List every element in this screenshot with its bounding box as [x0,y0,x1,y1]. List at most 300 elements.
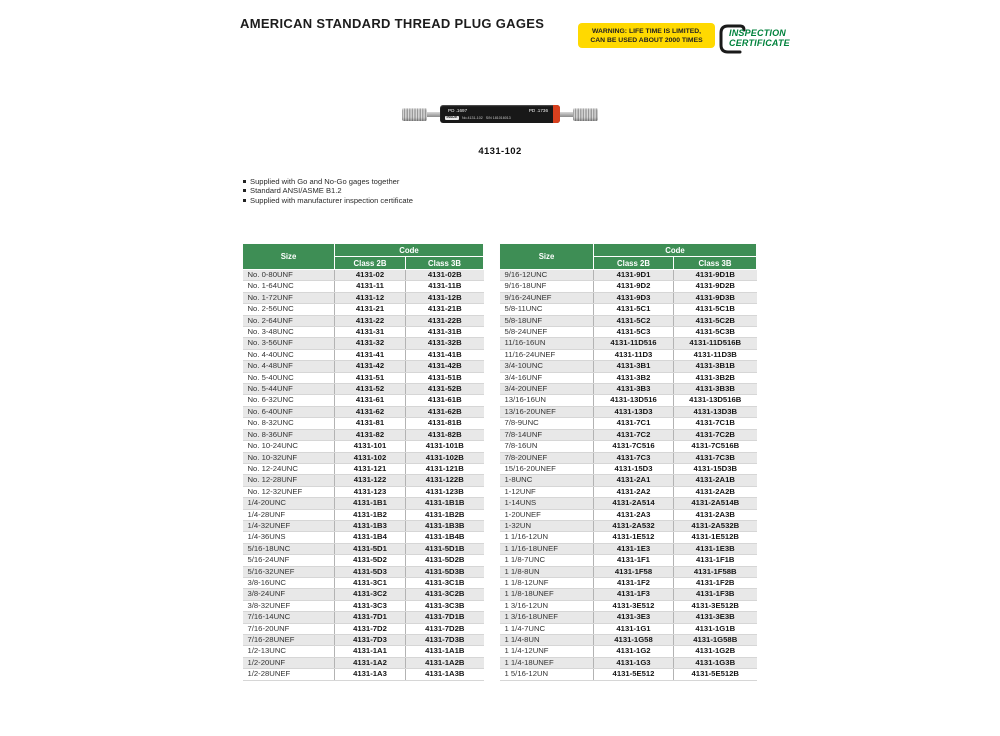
code-cell: 4131-9D2 [594,281,674,292]
size-cell: 1/4-28UNF [243,509,335,520]
pd-left-label: PD .1697 [448,108,468,113]
code-cell: 4131-1F1 [594,555,674,566]
code-cell: 4131-3E3 [594,612,674,623]
code-cell: 4131-2A514 [594,498,674,509]
size-cell: 9/16-18UNF [500,281,594,292]
table-row [500,498,757,509]
code-cell: 4131-1F2B [674,577,757,588]
feature-item [243,186,413,195]
size-cell: 1 1/4-18UNEF [500,657,594,668]
table-row [243,452,484,463]
code-cell: 4131-12B [406,292,484,303]
table-row [500,384,757,395]
size-cell: No. 3-48UNC [243,327,335,338]
table-row [500,441,757,452]
size-cell: 1 3/16-12UN [500,600,594,611]
code-cell: 4131-1B2 [335,509,406,520]
table-row [243,589,484,600]
table-row [500,657,757,668]
code-cell: 4131-81 [335,418,406,429]
size-cell: 3/8-16UNC [243,577,335,588]
code-cell: 4131-5C1B [674,304,757,315]
table-row [500,589,757,600]
table-row [243,338,484,349]
product-image [402,96,598,132]
table-row [500,520,757,531]
code-cell: 4131-15D3B [674,463,757,474]
code-cell: 4131-11D3 [594,349,674,360]
table-row [500,327,757,338]
pd-right-label: PD .1736 [528,108,548,113]
code-cell: 4131-7D1B [406,612,484,623]
size-cell: 1 1/8-8UN [500,566,594,577]
warning-badge [578,23,715,48]
code-cell: 4131-3C3 [335,600,406,611]
table-row [500,395,757,406]
code-cell: 4131-21B [406,304,484,315]
size-cell: No. 12-32UNEF [243,486,335,497]
table-row [500,292,757,303]
code-cell: 4131-9D1B [674,270,757,281]
size-cell: 1/4-20UNC [243,498,335,509]
code-cell: 4131-2A3 [594,509,674,520]
table-row [500,349,757,360]
size-cell: 3/4-16UNF [500,372,594,383]
code-cell: 4131-1B3B [406,520,484,531]
serial-number-label: S/N 181016013 [485,115,511,120]
size-cell: 3/8-32UNEF [243,600,335,611]
code-cell: 4131-7C2B [674,429,757,440]
code-cell: 4131-5D3 [335,566,406,577]
table-row [243,486,484,497]
size-cell: 15/16-20UNEF [500,463,594,474]
table-row [243,566,484,577]
table-row [500,635,757,646]
size-cell: 7/8-16UN [500,441,594,452]
code-cell: 4131-41 [335,349,406,360]
table-row [500,361,757,372]
code-cell: 4131-123B [406,486,484,497]
code-cell: 4131-62B [406,406,484,417]
table-row [243,281,484,292]
code-cell: 4131-1E512B [674,532,757,543]
code-cell: 4131-15D3 [594,463,674,474]
code-cell: 4131-7D1 [335,612,406,623]
code-cell: 4131-52B [406,384,484,395]
code-cell: 4131-7C3B [674,452,757,463]
code-cell: 4131-41B [406,349,484,360]
size-cell: 7/8-20UNEF [500,452,594,463]
table-row [500,623,757,634]
code-cell: 4131-7C1B [674,418,757,429]
code-cell: 4131-61B [406,395,484,406]
code-cell: 4131-3E512B [674,600,757,611]
bullet-square-icon [243,180,246,183]
size-cell: 1 1/4-12UNF [500,646,594,657]
code-cell: 4131-12 [335,292,406,303]
code-cell: 4131-3E512 [594,600,674,611]
code-cell: 4131-1G58B [674,635,757,646]
size-cell: 1/2-20UNF [243,657,335,668]
size-cell: 3/4-20UNEF [500,384,594,395]
right-shaft [560,112,573,117]
table-row [243,475,484,486]
col-header-class-2b: Class 2B [594,257,674,270]
size-cell: No. 2-64UNF [243,315,335,326]
size-cell: No. 6-40UNF [243,406,335,417]
size-cell: No. 10-24UNC [243,441,335,452]
size-cell: No. 12-24UNC [243,463,335,474]
code-cell: 4131-5D2B [406,555,484,566]
table-row [500,315,757,326]
table-row [243,577,484,588]
code-cell: 4131-101 [335,441,406,452]
table-row [500,304,757,315]
code-cell: 4131-2A514B [674,498,757,509]
code-cell: 4131-2A3B [674,509,757,520]
code-cell: 4131-1E3 [594,543,674,554]
feature-item [243,177,413,186]
table-row [500,646,757,657]
col-header-size: Size [500,244,594,270]
code-cell: 4131-61 [335,395,406,406]
size-cell: No. 4-40UNC [243,349,335,360]
size-cell: No. 8-32UNC [243,418,335,429]
table-row [243,600,484,611]
table-row [500,452,757,463]
code-cell: 4131-11B [406,281,484,292]
size-cell: No. 1-72UNF [243,292,335,303]
code-cell: 4131-1G58 [594,635,674,646]
code-cell: 4131-82 [335,429,406,440]
feature-text: Supplied with manufacturer inspection certificate [250,195,413,205]
code-cell: 4131-7D3B [406,635,484,646]
code-cell: 4131-9D3 [594,292,674,303]
size-code-table-left [242,243,484,681]
code-cell: 4131-5D3B [406,566,484,577]
table-row [243,612,484,623]
size-cell: 5/8-18UNF [500,315,594,326]
code-cell: 4131-1B1 [335,498,406,509]
code-cell: 4131-1G2B [674,646,757,657]
code-cell: 4131-7D2B [406,623,484,634]
size-cell: 13/16-16UN [500,395,594,406]
code-cell: 4131-22 [335,315,406,326]
size-cell: 1-32UN [500,520,594,531]
bullet-square-icon [243,189,246,192]
code-cell: 4131-5C2B [674,315,757,326]
gage-handle [440,105,560,123]
code-cell: 4131-1F3 [594,589,674,600]
code-cell: 4131-1B3 [335,520,406,531]
code-cell: 4131-62 [335,406,406,417]
code-cell: 4131-7C3 [594,452,674,463]
code-cell: 4131-9D3B [674,292,757,303]
warning-line-1: WARNING: LIFE TIME IS LIMITED, [591,27,702,35]
size-cell: 1 1/16-12UN [500,532,594,543]
code-cell: 4131-1F58 [594,566,674,577]
code-cell: 4131-51B [406,372,484,383]
table-row [500,338,757,349]
size-cell: 1 1/16-18UNEF [500,543,594,554]
code-cell: 4131-5C3 [594,327,674,338]
code-cell: 4131-5D2 [335,555,406,566]
size-cell: No. 8-36UNF [243,429,335,440]
col-header-class-3b: Class 3B [674,257,757,270]
code-cell: 4131-52 [335,384,406,395]
code-cell: 4131-7C1 [594,418,674,429]
size-cell: No. 3-56UNF [243,338,335,349]
bullet-square-icon [243,199,246,202]
code-cell: 4131-1F3B [674,589,757,600]
table-row [500,406,757,417]
code-cell: 4131-22B [406,315,484,326]
code-cell: 4131-2A532 [594,520,674,531]
code-cell: 4131-3B2 [594,372,674,383]
size-code-table-right [499,243,757,681]
code-cell: 4131-102 [335,452,406,463]
table-row [500,486,757,497]
code-cell: 4131-11D516 [594,338,674,349]
table-row [243,543,484,554]
size-cell: 5/8-24UNEF [500,327,594,338]
size-cell: No. 5-44UNF [243,384,335,395]
code-cell: 4131-32 [335,338,406,349]
code-cell: 4131-7C2 [594,429,674,440]
code-cell: 4131-1A1 [335,646,406,657]
code-cell: 4131-1B4 [335,532,406,543]
table-row [500,418,757,429]
code-cell: 4131-1G2 [594,646,674,657]
col-header-class-3b: Class 3B [406,257,484,270]
table-row [243,418,484,429]
table-row [500,543,757,554]
code-cell: 4131-2A532B [674,520,757,531]
certificate-line-1: INSPECTION [729,28,787,38]
code-cell: 4131-13D516 [594,395,674,406]
size-cell: 1/2-13UNC [243,646,335,657]
size-cell: No. 2-56UNC [243,304,335,315]
code-cell: 4131-51 [335,372,406,383]
code-cell: 4131-1F1B [674,555,757,566]
code-cell: 4131-1E512 [594,532,674,543]
size-cell: 5/16-24UNF [243,555,335,566]
size-cell: 1-12UNF [500,486,594,497]
code-cell: 4131-9D1 [594,270,674,281]
code-cell: 4131-5D1 [335,543,406,554]
code-cell: 4131-3B2B [674,372,757,383]
table-row [500,475,757,486]
nogo-red-band [553,105,560,123]
code-cell: 4131-1A2B [406,657,484,668]
table-row [500,612,757,623]
size-cell: 7/8-9UNC [500,418,594,429]
code-cell: 4131-1A3 [335,669,406,680]
table-row [243,657,484,668]
code-cell: 4131-21 [335,304,406,315]
size-cell: 1/4-36UNS [243,532,335,543]
size-cell: 1 1/4-8UN [500,635,594,646]
certificate-line-2: CERTIFICATE [729,37,790,48]
size-cell: 7/16-28UNEF [243,635,335,646]
code-cell: 4131-1G1 [594,623,674,634]
size-cell: No. 4-48UNF [243,361,335,372]
certificate-badge [716,22,790,54]
code-cell: 4131-3C3B [406,600,484,611]
code-cell: 4131-7D2 [335,623,406,634]
code-cell: 4131-02 [335,270,406,281]
code-cell: 4131-3E3B [674,612,757,623]
size-cell: 11/16-16UN [500,338,594,349]
size-cell: 1/2-28UNEF [243,669,335,680]
table-row [243,429,484,440]
size-cell: 1 3/16-18UNEF [500,612,594,623]
col-header-code: Code [335,244,484,257]
code-cell: 4131-1B2B [406,509,484,520]
table-row [243,270,484,281]
page-title: AMERICAN STANDARD THREAD PLUG GAGES [240,16,545,31]
feature-text: Standard ANSI/ASME B1.2 [250,186,342,196]
code-cell: 4131-1F2 [594,577,674,588]
feature-bullets [243,177,413,205]
table-row [500,509,757,520]
size-cell: 1-20UNEF [500,509,594,520]
table-row [243,315,484,326]
product-caption: 4131-102 [478,146,522,157]
table-row [500,281,757,292]
size-cell: 1 1/8-12UNF [500,577,594,588]
table-row [243,669,484,680]
size-cell: 5/16-18UNC [243,543,335,554]
size-cell: 9/16-24UNEF [500,292,594,303]
code-cell: 4131-7C516 [594,441,674,452]
code-cell: 4131-11 [335,281,406,292]
code-cell: 4131-5E512 [594,669,674,680]
size-cell: 5/16-32UNEF [243,566,335,577]
size-cell: No. 0-80UNF [243,270,335,281]
size-cell: 1 1/8-7UNC [500,555,594,566]
size-cell: No. 5-40UNC [243,372,335,383]
table-row [243,395,484,406]
table-row [243,349,484,360]
code-cell: 4131-1F58B [674,566,757,577]
table-row [243,498,484,509]
code-cell: 4131-3B3B [674,384,757,395]
code-cell: 4131-42B [406,361,484,372]
code-cell: 4131-42 [335,361,406,372]
code-cell: 4131-5D1B [406,543,484,554]
code-cell: 4131-121B [406,463,484,474]
table-row [243,372,484,383]
code-cell: 4131-3C2B [406,589,484,600]
code-cell: 4131-122 [335,475,406,486]
col-header-code: Code [594,244,757,257]
table-row [243,327,484,338]
left-shaft [427,112,440,117]
table-row [500,600,757,611]
code-cell: 4131-5C2 [594,315,674,326]
code-cell: 4131-5C1 [594,304,674,315]
code-cell: 4131-82B [406,429,484,440]
table-row [500,463,757,474]
code-cell: 4131-3B1B [674,361,757,372]
code-cell: 4131-1G3 [594,657,674,668]
code-cell: 4131-32B [406,338,484,349]
table-row [243,441,484,452]
table-row [243,361,484,372]
table-row [243,406,484,417]
code-cell: 4131-9D2B [674,281,757,292]
code-cell: 4131-13D3 [594,406,674,417]
size-cell: 13/16-20UNEF [500,406,594,417]
size-cell: 1-14UNS [500,498,594,509]
code-cell: 4131-5E512B [674,669,757,680]
code-cell: 4131-02B [406,270,484,281]
size-cell: 5/8-11UNC [500,304,594,315]
table-row [243,646,484,657]
code-cell: 4131-101B [406,441,484,452]
code-cell: 4131-1G3B [674,657,757,668]
table-row [243,304,484,315]
table-row [500,577,757,588]
code-cell: 4131-3C1B [406,577,484,588]
code-cell: 4131-122B [406,475,484,486]
code-cell: 4131-7D3 [335,635,406,646]
code-cell: 4131-11D516B [674,338,757,349]
table-row [243,635,484,646]
table-row [500,372,757,383]
size-cell: 9/16-12UNC [500,270,594,281]
size-cell: 1 1/8-18UNEF [500,589,594,600]
code-cell: 4131-13D3B [674,406,757,417]
code-cell: 4131-31 [335,327,406,338]
size-cell: 1 1/4-7UNC [500,623,594,634]
size-cell: 11/16-24UNEF [500,349,594,360]
table-row [500,429,757,440]
size-cell: 7/16-20UNF [243,623,335,634]
size-cell: 1 5/16-12UN [500,669,594,680]
warning-line-2: CAN BE USED ABOUT 2000 TIMES [590,36,703,44]
size-cell: No. 1-64UNC [243,281,335,292]
size-cell: No. 12-28UNF [243,475,335,486]
table-row [500,555,757,566]
col-header-size: Size [243,244,335,270]
code-cell: 4131-3B1 [594,361,674,372]
code-cell: 4131-3C2 [335,589,406,600]
code-cell: 4131-5C3B [674,327,757,338]
brand-logo: INSIZE [446,115,458,119]
code-cell: 4131-31B [406,327,484,338]
size-cell: 1-8UNC [500,475,594,486]
code-cell: 4131-3B3 [594,384,674,395]
table-row [500,532,757,543]
size-cell: 3/4-10UNC [500,361,594,372]
nogo-thread-end [573,108,598,121]
gage-number-label: No.4131-102 [461,115,483,120]
size-cell: No. 10-32UNF [243,452,335,463]
table-row [243,520,484,531]
code-cell: 4131-1G1B [674,623,757,634]
table-row [500,270,757,281]
code-cell: 4131-3C1 [335,577,406,588]
code-cell: 4131-1A1B [406,646,484,657]
certificate-label [729,29,790,48]
table-row [243,384,484,395]
code-cell: 4131-1B1B [406,498,484,509]
table-row [243,509,484,520]
code-cell: 4131-2A2 [594,486,674,497]
table-row [500,669,757,680]
